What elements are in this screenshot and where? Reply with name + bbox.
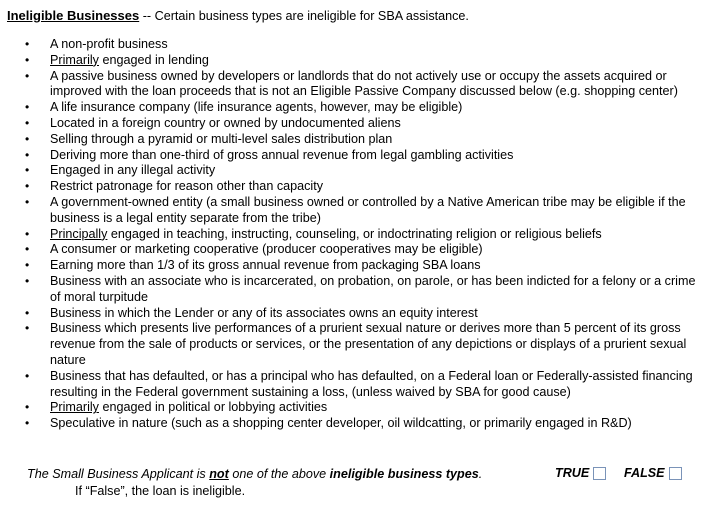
statement-middle: one of the above [228,467,330,481]
list-item [22,116,706,132]
list-item [22,37,706,53]
item-text: Restrict patronage for reason other than capacity [50,179,324,194]
bullet-icon: • [25,273,30,288]
list-item [22,69,706,101]
item-text: engaged in teaching, instructing, counseling, or indoctrinating religion or religious beliefs [107,226,602,241]
false-label: FALSE [624,466,665,480]
true-label: TRUE [555,466,590,480]
list-item [22,195,706,227]
heading-title: Ineligible Businesses [7,8,140,23]
item-emphasis: Principally [50,226,108,241]
list-item [22,258,706,274]
statement-suffix: . [478,467,483,481]
false-option[interactable] [624,466,682,482]
item-text: engaged in lending [98,52,209,67]
item-text: engaged in political or lobbying activities [98,400,328,415]
item-text: Located in a foreign country or owned by undocumented aliens [50,115,401,130]
list-item [22,100,706,116]
heading-text: Certain business types are ineligible for SBA assistance. [154,9,469,23]
list-item [22,132,706,148]
bullet-icon: • [25,400,30,415]
bullet-icon: • [25,416,30,431]
section-heading [7,8,469,25]
list-item [22,53,706,69]
list-item [22,148,706,164]
item-text: Business which presents live performances of a prurient sexual nature or derives more than 5 percent of its gross revenue from the sale of products or services, or the presentation of any depictions or displays of a prurient sexual nature [50,321,687,367]
bullet-icon: • [25,131,30,146]
ineligible-note: If “False”, the loan is ineligible. [75,484,246,498]
list-item [22,163,706,179]
item-text: Business with an associate who is incarcerated, on probation, on parole, or has been indicted for a felony or a crime of moral turpitude [50,273,696,304]
item-text: Earning more than 1/3 of its gross annual revenue from packaging SBA loans [50,258,481,273]
statement-prefix: The Small Business Applicant is [27,467,210,481]
item-text: Business that has defaulted, or has a principal who has defaulted, on a Federal loan or Federally-assisted financing resulting in the Federal government sustaining a loss, (unless waived by SBA for good cause) [50,368,693,399]
item-text: Selling through a pyramid or multi-level sales distribution plan [50,131,393,146]
list-item [22,306,706,322]
true-option[interactable] [555,466,606,482]
bullet-icon: • [25,305,30,320]
list-item [22,321,706,368]
item-text: A passive business owned by developers or landlords that do not actively use or occupy the assets acquired or improved with the loan proceeds that is not an Eligible Passive Company discussed below (e.g. shopping center) [50,68,678,99]
item-text: A non-profit business [50,37,168,51]
item-text: A consumer or marketing cooperative (producer cooperatives may be eligible) [50,242,483,257]
list-item [22,227,706,243]
item-text: Business in which the Lender or any of its associates owns an equity interest [50,305,478,320]
list-item [22,274,706,306]
bullet-icon: • [25,226,30,241]
item-emphasis: Primarily [50,400,99,415]
statement-not: not [209,467,229,481]
item-text: Speculative in nature (such as a shopping center developer, oil wildcatting, or primarily engaged in R&D) [50,416,632,431]
ineligible-business-list [22,37,706,432]
applicant-statement [27,467,482,483]
list-item [22,400,706,416]
bullet-icon: • [25,115,30,130]
item-emphasis: Primarily [50,52,99,67]
bullet-icon: • [25,163,30,178]
bullet-icon: • [25,100,30,115]
false-checkbox[interactable] [669,467,682,480]
item-text: A government-owned entity (a small business owned or controlled by a Native American tribe may be eligible if the business is a legal entity separate from the tribe) [50,194,686,225]
bullet-icon: • [25,179,30,194]
bullet-icon: • [25,258,30,273]
heading-separator: -- [139,9,155,23]
list-item [22,416,706,432]
item-text: Deriving more than one-third of gross annual revenue from legal gambling activities [50,147,514,162]
bullet-icon: • [25,321,30,336]
item-text: A life insurance company (life insurance agents, however, may be eligible) [50,100,463,115]
statement-emphasis: ineligible business types [329,467,479,481]
bullet-icon: • [25,68,30,83]
list-item [22,369,706,401]
list-item [22,242,706,258]
bullet-icon: • [25,37,30,51]
true-checkbox[interactable] [593,467,606,480]
bullet-icon: • [25,368,30,383]
list-item [22,179,706,195]
item-text: Engaged in any illegal activity [50,163,216,178]
bullet-icon: • [25,194,30,209]
bullet-icon: • [25,52,30,67]
bullet-icon: • [25,242,30,257]
bullet-icon: • [25,147,30,162]
